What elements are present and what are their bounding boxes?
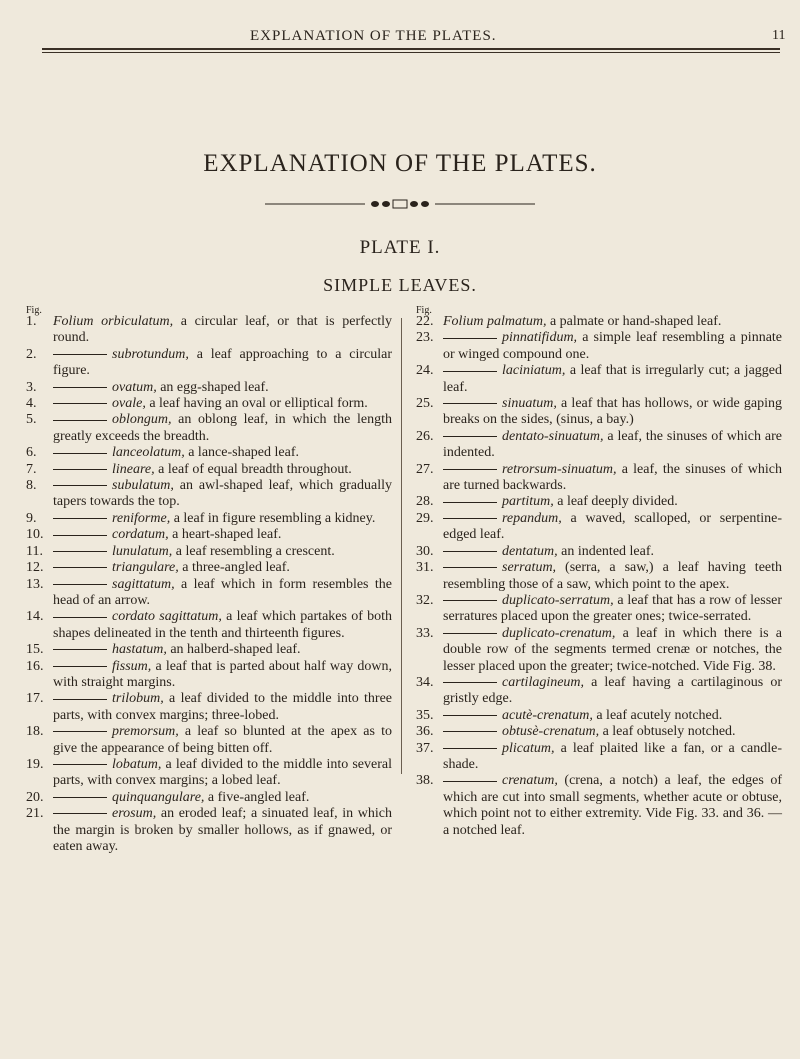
figure-number: 11. xyxy=(26,543,43,559)
figure-number: 24. xyxy=(416,363,434,379)
definition-text: (serra, a saw,) a leaf having teeth resembling those of a saw, which point to the apex. xyxy=(443,560,783,592)
latin-term: trilobum, xyxy=(112,691,164,707)
leaf-entry xyxy=(416,396,782,429)
figure-number: 16. xyxy=(26,658,44,674)
figure-number: 7. xyxy=(26,461,37,477)
definition-text: a three-angled leaf. xyxy=(182,560,290,576)
definition-text: an indented leaf. xyxy=(561,543,655,559)
ditto-dash xyxy=(53,420,107,421)
definition-text: an oblong leaf, in which the length greatly exceeds the breadth. xyxy=(53,412,392,444)
latin-term: hastatum, xyxy=(112,642,167,658)
leaf-entry xyxy=(26,544,392,560)
leaf-entry xyxy=(26,790,392,806)
ditto-dash xyxy=(53,518,107,519)
latin-term: fissum, xyxy=(112,658,152,674)
leaf-entry xyxy=(416,773,782,839)
ditto-dash xyxy=(53,666,107,667)
definition-text: a leaf in figure resembling a kidney. xyxy=(173,510,376,526)
definition-text: a leaf which partakes of both shapes delineated in the tenth and thirteenth figures. xyxy=(53,609,392,641)
leaf-entry xyxy=(416,560,782,593)
latin-term: lobatum, xyxy=(112,756,162,772)
ditto-dash xyxy=(443,469,497,470)
definition-text: an halberd-shaped leaf. xyxy=(170,642,301,658)
ditto-dash xyxy=(443,781,497,782)
latin-term: crenatum, xyxy=(502,773,558,789)
definition-text: a waved, scalloped, or serpentine-edged leaf. xyxy=(443,510,782,543)
ditto-dash xyxy=(443,600,497,601)
column-divider xyxy=(401,318,402,774)
section-title: SIMPLE LEAVES. xyxy=(323,275,477,295)
ditto-dash xyxy=(53,797,107,798)
ditto-dash xyxy=(443,518,497,519)
definition-text: a leaf of equal breadth throughout. xyxy=(158,461,352,477)
ditto-dash xyxy=(443,403,497,404)
leaf-entry xyxy=(26,642,392,658)
figure-number: 1. xyxy=(26,314,37,329)
leaf-entry xyxy=(26,691,392,724)
figure-number: 38. xyxy=(416,773,434,789)
latin-term: cartilagineum, xyxy=(502,674,585,690)
latin-term: retrorsum-sinuatum, xyxy=(502,461,617,477)
ditto-dash xyxy=(443,715,497,716)
latin-term: acutè-crenatum, xyxy=(502,707,593,723)
leaf-entry xyxy=(416,626,782,675)
genus-word: Folium xyxy=(443,314,484,329)
definition-text: a leaf that has a row of lesser serratures placed upon the greater ones; twice-serrated. xyxy=(443,592,783,625)
definition-text: a heart-shaped leaf. xyxy=(172,527,282,543)
running-header: EXPLANATION OF THE PLATES. xyxy=(250,28,497,44)
latin-term: pinnatifidum, xyxy=(502,330,578,346)
figure-number: 5. xyxy=(26,412,37,428)
plate-title: PLATE I. xyxy=(359,237,441,258)
latin-term: serratum, xyxy=(502,560,557,576)
header-rule xyxy=(42,48,780,50)
definition-text: a leaf having a cartilaginous or gristly edge. xyxy=(443,674,782,707)
fig-label-left: Fig. xyxy=(26,305,42,316)
latin-term: sinuatum, xyxy=(502,396,557,412)
figure-number: 19. xyxy=(26,756,44,772)
figure-number: 32. xyxy=(416,592,434,608)
ditto-dash xyxy=(53,469,107,470)
ditto-dash xyxy=(53,813,107,814)
latin-term: palmatum, xyxy=(486,314,547,329)
figure-number: 22. xyxy=(416,314,434,329)
definition-text: a leaf which in form resembles the head of an arrow. xyxy=(53,576,393,608)
latin-term: duplicato-serratum, xyxy=(502,592,614,608)
figure-number: 8. xyxy=(26,478,37,494)
latin-term: orbiculatum, xyxy=(101,314,174,329)
ornament-divider xyxy=(265,199,535,209)
figure-number: 20. xyxy=(26,789,44,805)
leaf-entry xyxy=(26,462,392,478)
leaf-entry xyxy=(416,544,782,560)
definition-text: (crena, a notch) a leaf, the edges of which are cut into small segments, whether acute or obtuse, which point not to either extremity. Vide Fig. 33. and 36. —a notched leaf. xyxy=(443,773,783,838)
leaf-entry xyxy=(416,675,782,708)
leaf-entry xyxy=(416,724,782,740)
latin-term: lunulatum, xyxy=(112,543,173,559)
ditto-dash xyxy=(53,567,107,568)
ditto-dash xyxy=(53,387,107,388)
ditto-dash xyxy=(53,764,107,765)
leaf-entry xyxy=(26,347,392,380)
figure-number: 34. xyxy=(416,674,434,690)
header-rule-thin xyxy=(42,52,780,53)
leaf-entry xyxy=(26,724,392,757)
definition-text: a circular leaf, or that is perfectly round. xyxy=(53,314,393,346)
ditto-dash xyxy=(443,748,497,749)
latin-term: laciniatum, xyxy=(502,363,566,379)
ditto-dash xyxy=(443,502,497,503)
leaf-entry xyxy=(26,806,392,855)
definition-text: a lance-shaped leaf. xyxy=(188,445,299,461)
figure-number: 28. xyxy=(416,494,434,510)
leaf-entry xyxy=(26,511,392,527)
leaf-entry xyxy=(416,462,782,495)
figure-number: 6. xyxy=(26,445,37,461)
ditto-dash xyxy=(53,403,107,404)
leaf-entry xyxy=(416,741,782,774)
leaf-entry xyxy=(416,363,782,396)
page-number: 11 xyxy=(772,28,786,43)
figure-number: 33. xyxy=(416,625,434,641)
leaf-entry xyxy=(26,609,392,642)
definition-text: a palmate or hand-shaped leaf. xyxy=(549,314,722,329)
definition-text: a leaf resembling a crescent. xyxy=(175,543,335,559)
latin-term: subrotundum, xyxy=(112,346,189,362)
ditto-dash xyxy=(53,354,107,355)
figure-number: 9. xyxy=(26,510,37,526)
definition-text: a leaf having an oval or elliptical form. xyxy=(149,396,368,412)
figure-number: 4. xyxy=(26,396,37,412)
definition-text: a leaf deeply divided. xyxy=(557,494,678,510)
latin-term: plicatum, xyxy=(502,740,555,756)
latin-term: quinquangulare, xyxy=(112,789,205,805)
latin-term: oblongum, xyxy=(112,412,172,428)
ditto-dash xyxy=(443,551,497,552)
right-column xyxy=(416,314,782,839)
figure-number: 35. xyxy=(416,707,434,723)
latin-term: subulatum, xyxy=(112,478,174,494)
definition-text: a leaf that is irregularly cut; a jagged leaf. xyxy=(443,363,782,395)
definition-text: a leaf plaited like a fan, or a candle-shade. xyxy=(443,740,782,772)
definition-text: an eroded leaf; a sinuated leaf, in which the margin is broken by smaller hollows, as if gnawed, or eaten away. xyxy=(53,806,393,854)
ditto-dash xyxy=(53,485,107,486)
leaf-entry xyxy=(416,330,782,363)
latin-term: dentato-sinuatum, xyxy=(502,428,604,444)
latin-term: repandum, xyxy=(502,510,562,526)
leaf-entry xyxy=(26,577,392,610)
figure-number: 15. xyxy=(26,642,44,658)
leaf-entry xyxy=(416,593,782,626)
figure-number: 17. xyxy=(26,691,44,707)
figure-number: 23. xyxy=(416,330,434,346)
figure-number: 3. xyxy=(26,379,37,395)
ditto-dash xyxy=(443,731,497,732)
ditto-dash xyxy=(443,371,497,372)
ditto-dash xyxy=(53,731,107,732)
latin-term: reniforme, xyxy=(112,510,171,526)
figure-number: 18. xyxy=(26,724,44,740)
ditto-dash xyxy=(53,551,107,552)
figure-number: 37. xyxy=(416,740,434,756)
latin-term: erosum, xyxy=(112,806,157,822)
ditto-dash xyxy=(443,338,497,339)
definition-text: a leaf, the sinuses of which are turned backwards. xyxy=(443,461,782,494)
figure-number: 21. xyxy=(26,806,44,822)
ditto-dash xyxy=(53,649,107,650)
leaf-entry xyxy=(26,560,392,576)
figure-number: 25. xyxy=(416,396,434,412)
genus-word: Folium xyxy=(53,314,94,329)
figure-number: 30. xyxy=(416,543,434,559)
figure-number: 10. xyxy=(26,527,44,543)
leaf-entry xyxy=(26,445,392,461)
latin-term: obtusè-crenatum, xyxy=(502,724,600,740)
definition-text: a simple leaf resembling a pinnate or winged compound one. xyxy=(443,330,783,362)
latin-term: ovale, xyxy=(112,396,146,412)
leaf-entry xyxy=(416,314,782,330)
definition-text: a leaf obtusely notched. xyxy=(602,724,736,740)
fig-label-right: Fig. xyxy=(416,305,432,316)
leaf-entry xyxy=(26,757,392,790)
definition-text: a leaf approaching to a circular figure. xyxy=(53,346,392,379)
latin-term: ovatum, xyxy=(112,379,157,395)
ditto-dash xyxy=(443,633,497,634)
definition-text: an awl-shaped leaf, which gradually tapers towards the top. xyxy=(53,478,393,510)
ditto-dash xyxy=(443,436,497,437)
latin-term: premorsum, xyxy=(112,724,179,740)
definition-text: a leaf acutely notched. xyxy=(596,707,723,723)
definition-text: a leaf that is parted about half way down, with straight margins. xyxy=(53,658,392,690)
latin-term: sagittatum, xyxy=(112,576,175,592)
ditto-dash xyxy=(53,699,107,700)
figure-number: 31. xyxy=(416,560,434,576)
ditto-dash xyxy=(53,584,107,585)
latin-term: partitum, xyxy=(502,494,554,510)
left-column xyxy=(26,314,392,855)
figure-number: 29. xyxy=(416,510,434,526)
definition-text: a leaf, the sinuses of which are indented. xyxy=(443,428,783,461)
leaf-entry xyxy=(26,314,392,347)
latin-term: lineare, xyxy=(112,461,155,477)
leaf-entry xyxy=(26,659,392,692)
main-title: EXPLANATION OF THE PLATES. xyxy=(203,150,597,177)
leaf-entry xyxy=(26,412,392,445)
figure-number: 12. xyxy=(26,560,44,576)
ditto-dash xyxy=(53,453,107,454)
definition-text: a leaf in which there is a double row of the segments termed crenæ or notches, the lesser placed upon the greater; twice-notched. Vide Fig. 38. xyxy=(443,625,783,674)
latin-term: cordatum, xyxy=(112,527,169,543)
leaf-entry xyxy=(416,511,782,544)
latin-term: lanceolatum, xyxy=(112,445,185,461)
figure-number: 14. xyxy=(26,609,44,625)
definition-text: an egg-shaped leaf. xyxy=(160,379,269,395)
definition-text: a leaf so blunted at the apex as to give the appearance of being bitten off. xyxy=(53,724,392,756)
latin-term: triangulare, xyxy=(112,560,179,576)
ditto-dash xyxy=(443,567,497,568)
ditto-dash xyxy=(53,617,107,618)
figure-number: 2. xyxy=(26,346,37,362)
figure-number: 36. xyxy=(416,724,434,740)
leaf-entry xyxy=(26,527,392,543)
latin-term: dentatum, xyxy=(502,543,558,559)
latin-term: duplicato-crenatum, xyxy=(502,625,616,641)
leaf-entry xyxy=(26,380,392,396)
definition-text: a leaf divided to the middle into several parts, with convex margins; a lobed leaf. xyxy=(53,756,392,789)
figure-number: 13. xyxy=(26,576,44,592)
ditto-dash xyxy=(53,535,107,536)
leaf-entry xyxy=(26,478,392,511)
definition-text: a leaf divided to the middle into three parts, with convex margins; three-lobed. xyxy=(53,691,393,723)
definition-text: a five-angled leaf. xyxy=(207,789,310,805)
leaf-entry xyxy=(416,494,782,510)
ditto-dash xyxy=(443,682,497,683)
leaf-entry xyxy=(26,396,392,412)
figure-number: 27. xyxy=(416,461,434,477)
figure-number: 26. xyxy=(416,428,434,444)
latin-term: cordato sagittatum, xyxy=(112,609,222,625)
leaf-entry xyxy=(416,429,782,462)
definition-text: a leaf that has hollows, or wide gaping breaks on the sides, (sinus, a bay.) xyxy=(443,396,782,428)
leaf-entry xyxy=(416,708,782,724)
